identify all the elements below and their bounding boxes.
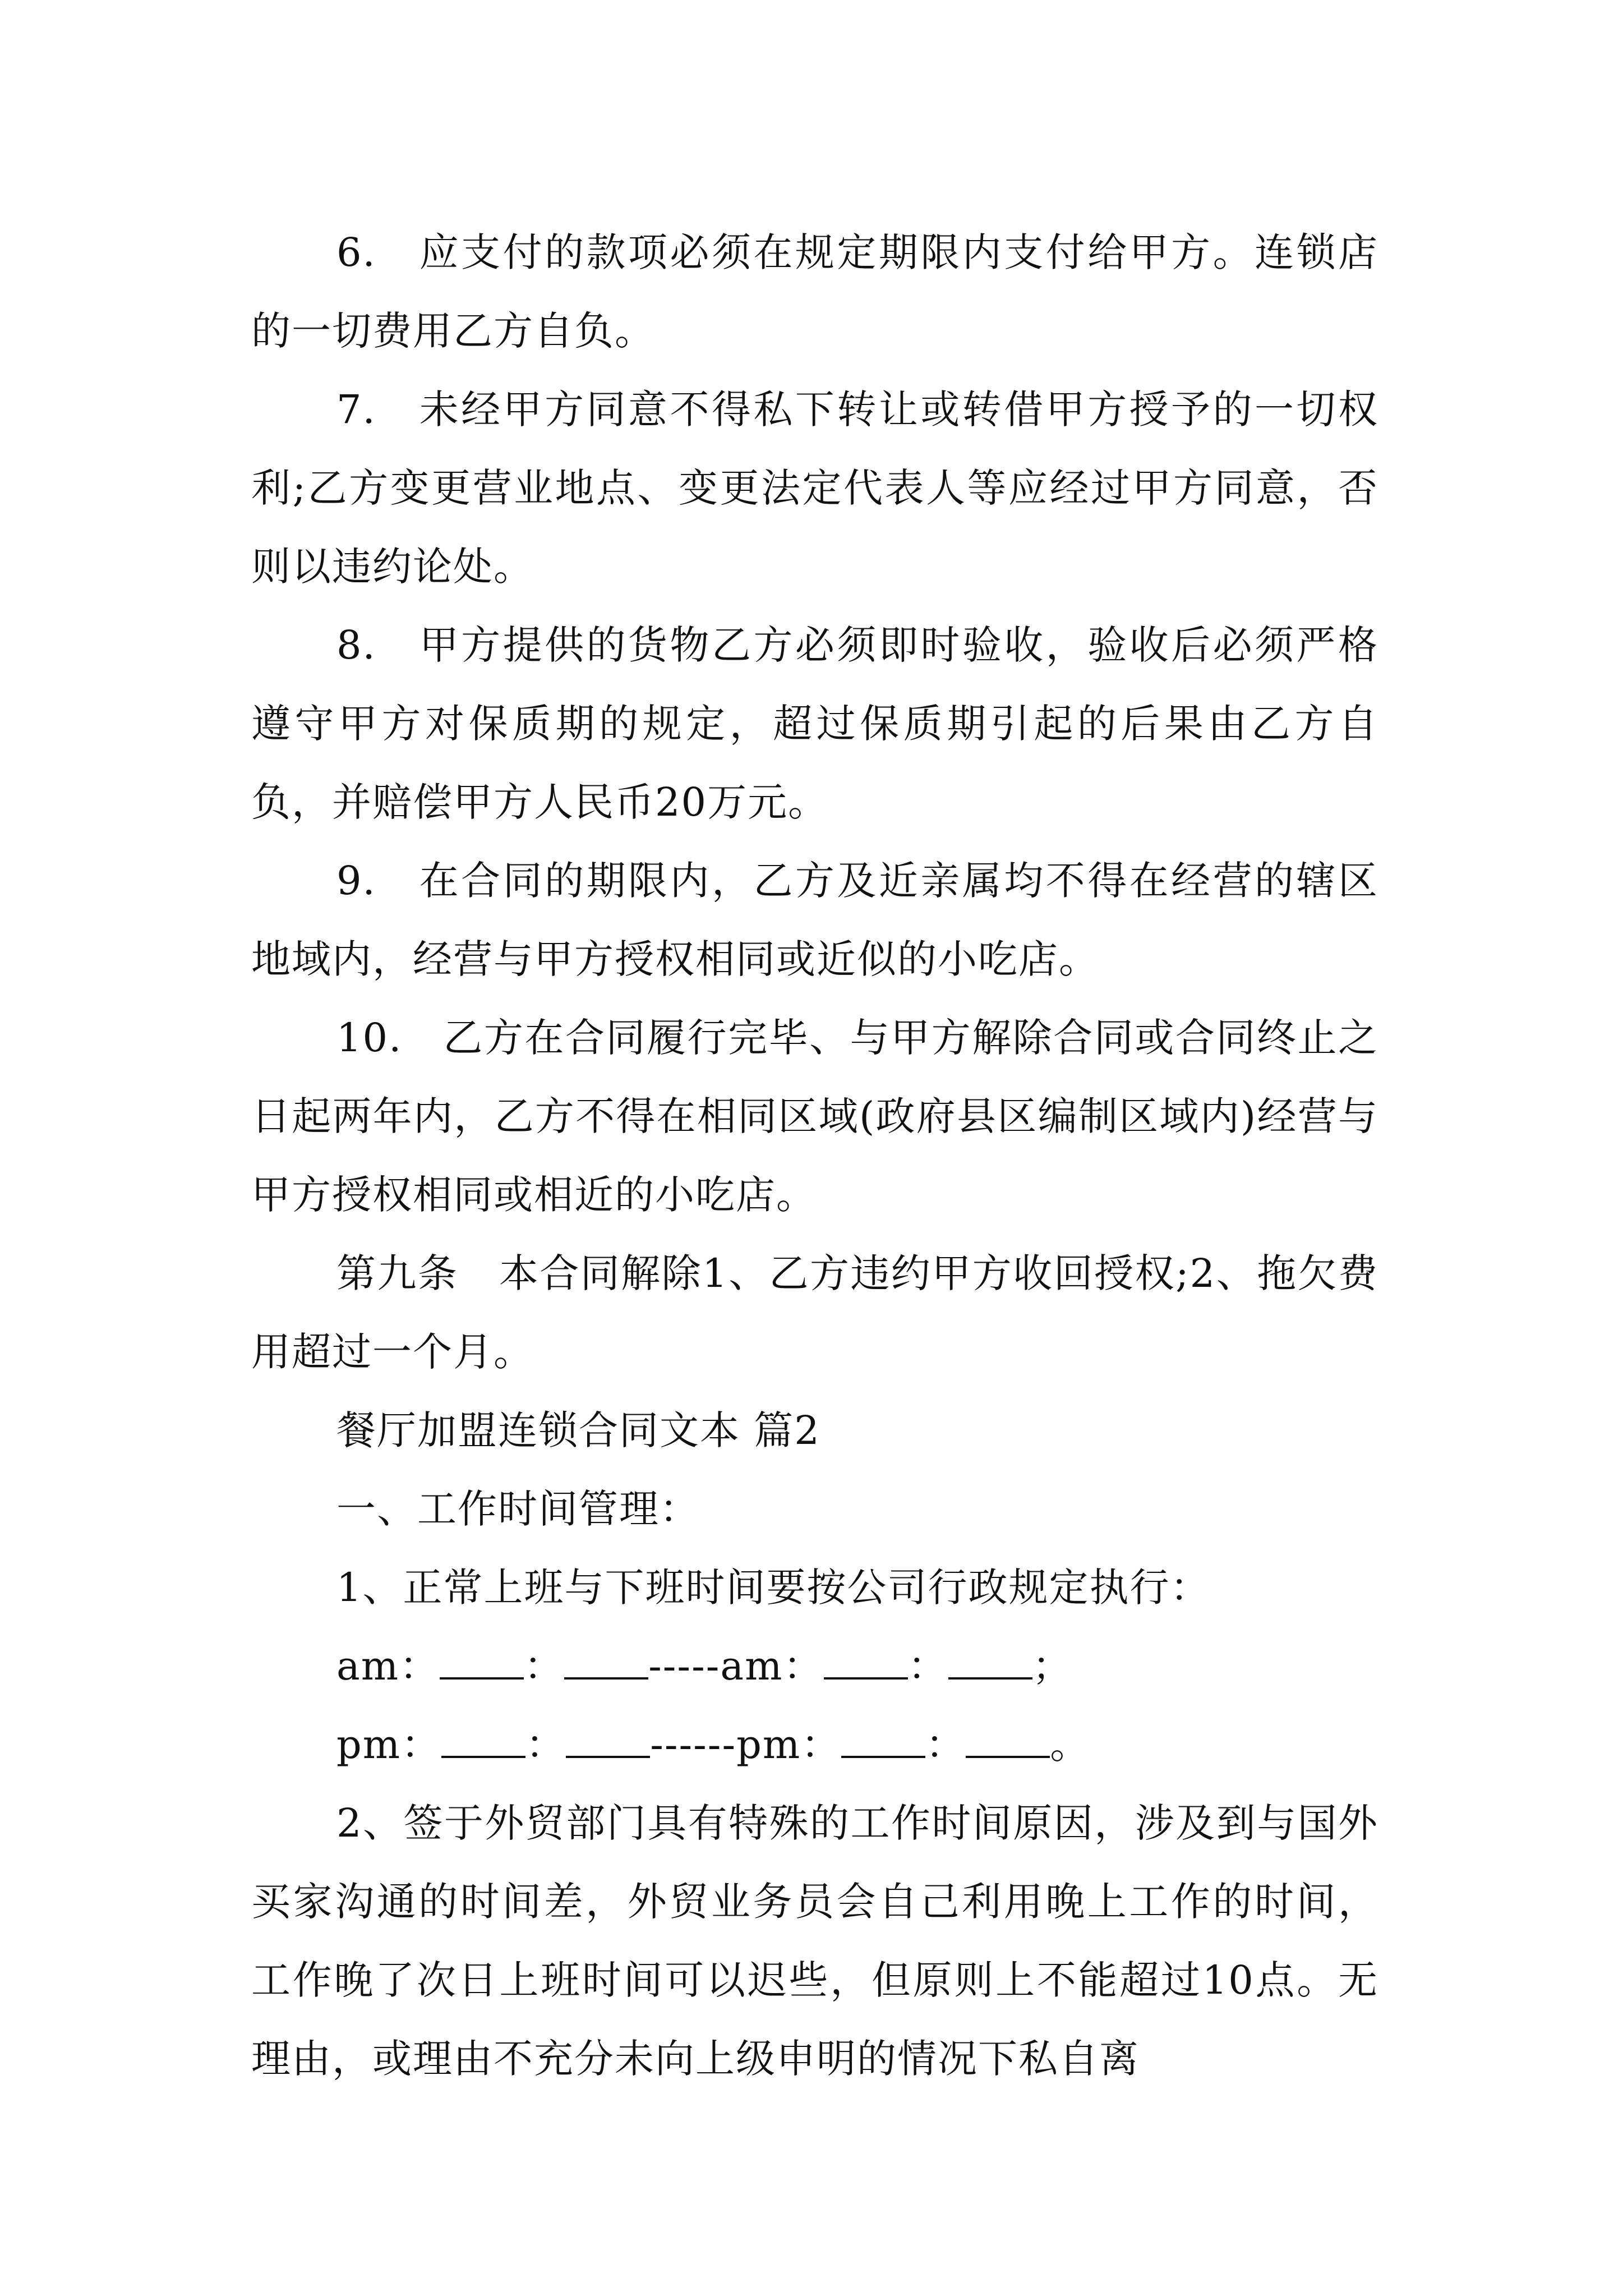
blank-field (841, 1756, 925, 1758)
article-9: 第九条 本合同解除1、乙方违约甲方收回授权;2、拖欠费用超过一个月。 (251, 1250, 1378, 1375)
heading-work-time: 一、工作时间管理： (336, 1486, 700, 1532)
pm-end: 。 (1050, 1722, 1091, 1768)
section-title: 餐厅加盟连锁合同文本 篇2 (336, 1407, 820, 1453)
am-sep-2: ： (907, 1643, 948, 1689)
pm-sep-1: ： (525, 1722, 566, 1768)
am-sep-1: ： (524, 1643, 565, 1689)
clause-9: 9. 在合同的期限内，乙方及近亲属均不得在经营的辖区地域内，经营与甲方授权相同或近似的小吃店。 (251, 858, 1378, 982)
item-2: 2、签于外贸部门具有特殊的工作时间原因，涉及到与国外买家沟通的时间差，外贸业务员会自己利用晚上工作的时间，工作晚了次日上班时间可以迟些，但原则上不能超过10点。无理由，或理由不充分未向上级申明的情况下私自离 (251, 1800, 1378, 2082)
pm-dash: ------pm： (650, 1722, 842, 1768)
item-1: 1、正常上班与下班时间要按公司行政规定执行： (336, 1565, 1211, 1611)
blank-field (966, 1756, 1050, 1758)
clause-10: 10. 乙方在合同履行完毕、与甲方解除合同或合同终止之日起两年内，乙方不得在相同区域(政府县区编制区域内)经营与甲方授权相同或相近的小吃店。 (251, 1015, 1378, 1218)
am-prefix: am： (336, 1643, 440, 1689)
blank-field (566, 1756, 650, 1758)
blank-field (948, 1677, 1032, 1680)
am-dash: -----am： (648, 1643, 824, 1689)
blank-field (824, 1677, 908, 1680)
clause-8: 8. 甲方提供的货物乙方必须即时验收，验收后必须严格遵守甲方对保质期的规定，超过保质期引起的后果由乙方自负，并赔偿甲方人民币20万元。 (251, 622, 1378, 825)
blank-field (440, 1677, 524, 1680)
pm-time-line (251, 1705, 1378, 1784)
clause-7: 7. 未经甲方同意不得私下转让或转借甲方授予的一切权利;乙方变更营业地点、变更法定代表人等应经过甲方同意，否则以违约论处。 (251, 386, 1378, 590)
blank-field (441, 1756, 525, 1758)
am-time-line (251, 1627, 1378, 1705)
blank-field (564, 1677, 648, 1680)
pm-sep-2: ： (925, 1722, 966, 1768)
document-body (251, 213, 1378, 2098)
pm-prefix: pm： (336, 1722, 442, 1768)
clause-6: 6. 应支付的款项必须在规定期限内支付给甲方。连锁店的一切费用乙方自负。 (251, 229, 1378, 354)
am-end: ； (1032, 1643, 1073, 1689)
